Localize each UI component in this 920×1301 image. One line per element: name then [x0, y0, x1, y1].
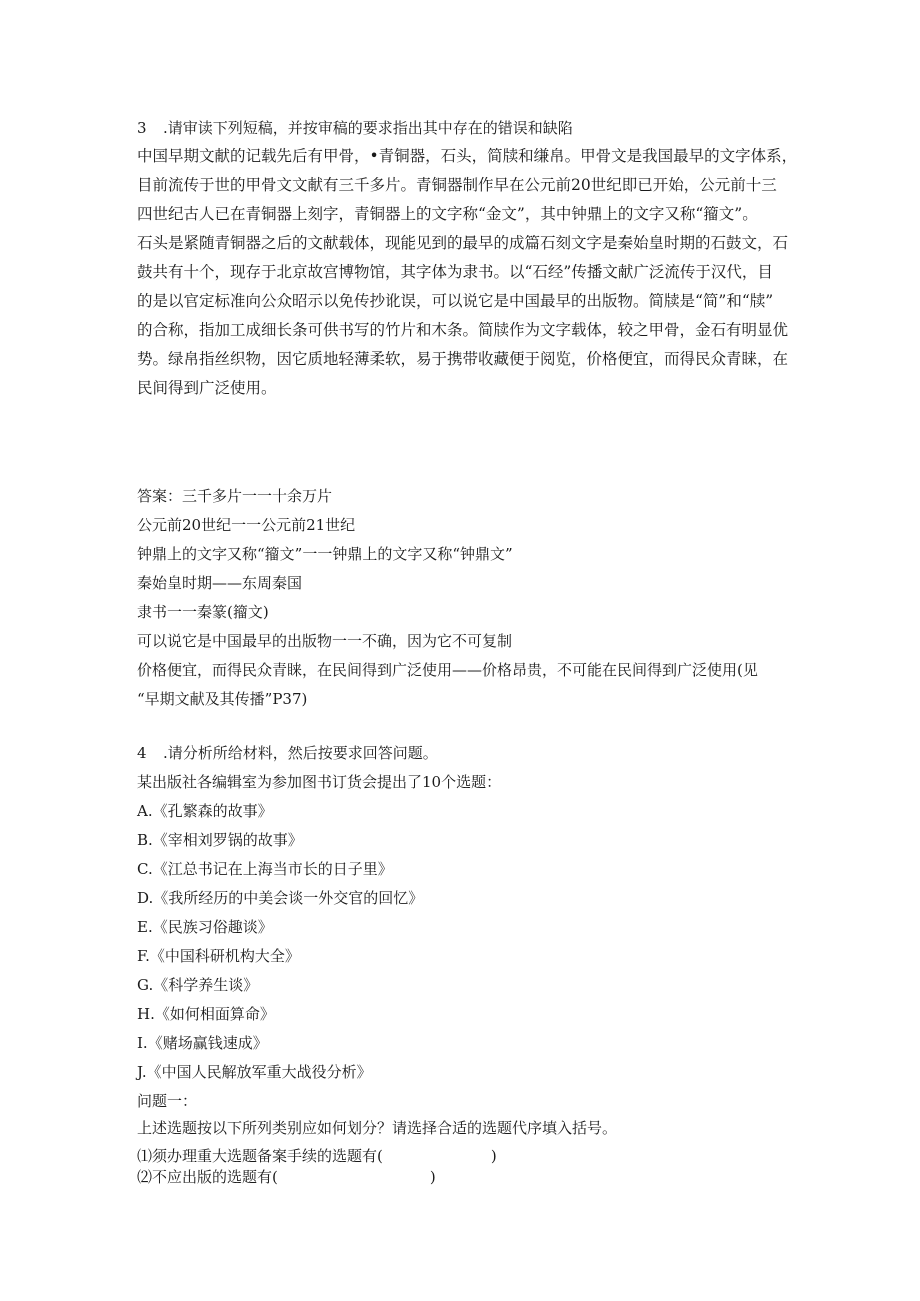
answer-line: 答案：三千多片一一十余万片: [137, 487, 333, 505]
sub-question-1-suffix: ): [490, 1147, 497, 1165]
answer-line: 钟鼎上的文字又称“籀文”一一钟鼎上的文字又称“钟鼎文”: [137, 545, 513, 563]
option-item: C.《江总书记在上海当市长的日子里》: [137, 860, 393, 878]
passage-line: 中国早期文献的记载先后有甲骨，•青铜器，石头，简牍和缣帛。甲骨文是我国最早的文字体系，: [137, 147, 798, 165]
passage-line: 的是以官定标准向公众昭示以免传抄讹误，可以说它是中国最早的出版物。简牍是“简”和“牍”: [137, 292, 774, 310]
sub-question-2-prefix: ⑵不应出版的选题有(: [137, 1168, 278, 1186]
answer-line: 秦始皇时期——东周秦国: [137, 574, 303, 592]
sub-question-2: [137, 1167, 436, 1187]
sub-question-2-suffix: ): [429, 1168, 436, 1186]
sub-question-1: [137, 1146, 497, 1166]
option-item: I.《赌场赢钱速成》: [137, 1034, 268, 1052]
answer-line: 公元前20世纪一一公元前21世纪: [137, 516, 356, 534]
question-4-title: .请分析所给材料，然后按要求回答问题。: [163, 744, 438, 762]
passage-line: 势。绿帛指丝织物，因它质地轻薄柔软，易于携带收藏便于阅览，价格便宜，而得民众青睐，在: [137, 350, 789, 368]
question-4-heading: [137, 743, 438, 763]
option-item: B.《宰相刘罗锅的故事》: [137, 831, 303, 849]
problem-text: 上述选题按以下所列类别应如何划分？请选择合适的选题代序填入括号。: [137, 1119, 618, 1137]
option-item: J.《中国人民解放军重大战役分析》: [137, 1063, 372, 1081]
problem-label: 问题一：: [137, 1092, 198, 1110]
passage-line: 石头是紧随青铜器之后的文献载体，现能见到的最早的成篇石刻文字是秦始皇时期的石鼓文，石: [137, 234, 789, 252]
answer-line: 隶书一一秦篆(籀文): [137, 603, 269, 621]
answer-line: “早期文献及其传播”P37): [137, 690, 308, 708]
passage-line: 鼓共有十个，现存于北京故宫博物馆，其字体为隶书。以“石经”传播文献广泛流传于汉代，目: [137, 263, 773, 281]
question-3-number: 3: [137, 119, 147, 137]
passage-line: 的合称，指加工成细长条可供书写的竹片和木条。简牍作为文字载体，较之甲骨，金石有明显优: [137, 321, 789, 339]
question-4-intro: 某出版社各编辑室为参加图书订货会提出了10个选题：: [137, 773, 502, 791]
question-3-heading: [137, 118, 573, 138]
question-3-passage: [137, 142, 797, 403]
answer-line: 可以说它是中国最早的出版物一一不确，因为它不可复制: [137, 632, 513, 650]
passage-line: 四世纪古人已在青铜器上刻字，青铜器上的文字称“金文”，其中钟鼎上的文字又称“籀文”。: [137, 205, 758, 223]
option-item: G.《科学养生谈》: [137, 976, 259, 994]
option-item: F.《中国科研机构大全》: [137, 947, 300, 965]
option-item: E.《民族习俗趣谈》: [137, 918, 273, 936]
passage-line: 民间得到广泛使用。: [137, 379, 277, 397]
question-4-number: 4: [137, 744, 147, 762]
answer-line: 价格便宜，而得民众青睐，在民间得到广泛使用——价格昂贵，不可能在民间得到广泛使用(见: [137, 661, 758, 679]
question-3-title: .请审读下列短稿，并按审稿的要求指出其中存在的错误和缺陷: [163, 119, 573, 137]
passage-line: 目前流传于世的甲骨文文献有三千多片。青铜器制作早在公元前20世纪即已开始，公元前十三: [137, 176, 777, 194]
option-item: H.《如何相面算命》: [137, 1005, 275, 1023]
option-item: A.《孔繁森的故事》: [137, 802, 273, 820]
option-item: D.《我所经历的中美会谈一外交官的回忆》: [137, 889, 424, 907]
sub-question-1-prefix: ⑴须办理重大选题备案手续的选题有(: [137, 1147, 383, 1165]
